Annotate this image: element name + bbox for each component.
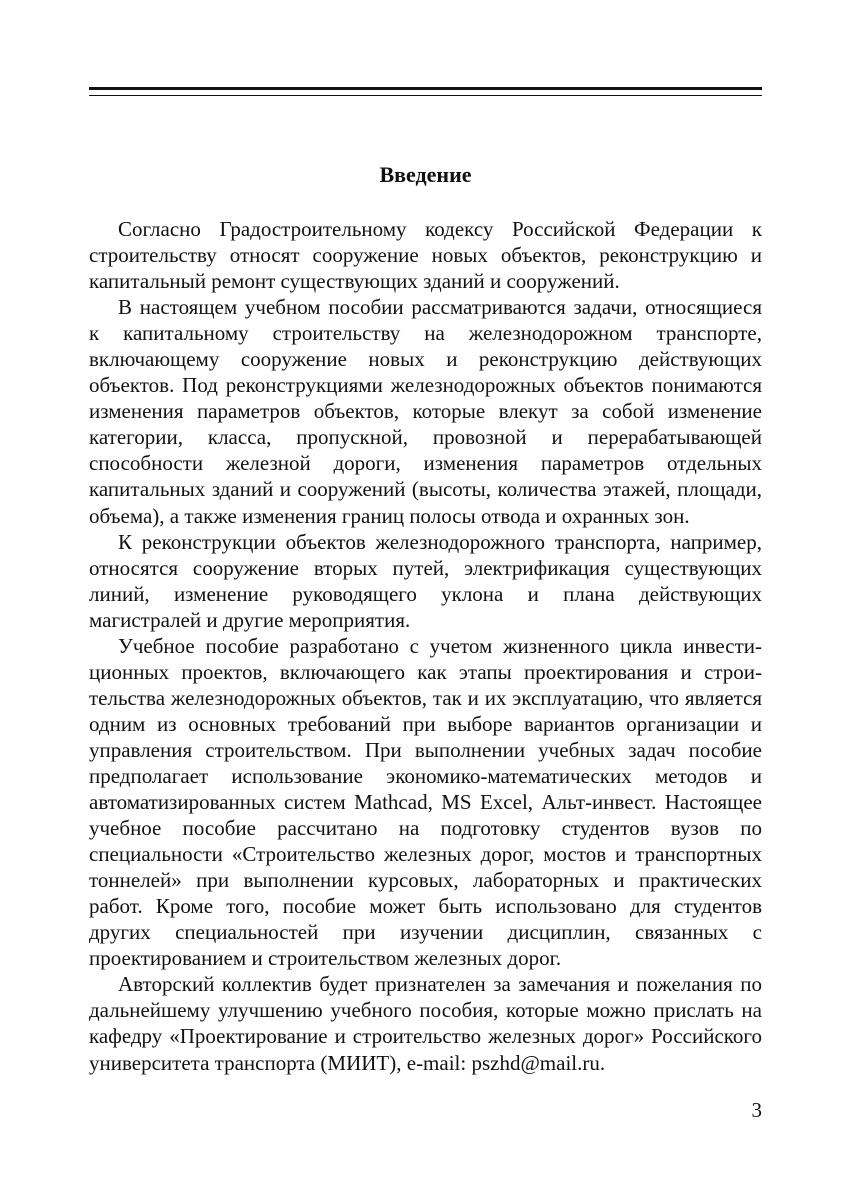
page-number: 3 [751,1098,762,1122]
header-rule-thick [89,87,762,90]
paragraph-3: К реконструкции объектов железнодорожного транспорта, например, относятся сооружение вторых путей, электрификация существующих линий, изменение руководящего уклона и плана действующих магистралей и другие мероприятия. [89,529,762,632]
paragraph-4: Учебное пособие разработано с учетом жизненного цикла инвестиционных проектов, включающего как этапы проектирования и строительства железнодорожных объектов, так и их эксплуатацию, что является одним из основных требований при выборе вариантов организации и управления строительством. При выполнении учебных задач пособие предполагает использование экономико-математических методов и автоматизированных систем Mathcad, MS Excel, Альт-инвест. Настоящее учебное пособие рассчитано на подготовку студентов вузов по специальности «Строительство железных дорог, мостов и транспортных тоннелей» при выполнении курсовых, лабораторных и практических работ. Кроме того, пособие может быть использовано для студентов других специальностей при изучении дисциплин, связанных с проектированием и строительством железных дорог. [89,633,762,971]
paragraph-1: Согласно Градостроительному кодексу Российской Федерации к строительству относят сооружение новых объектов, реконструкцию и капитальный ремонт существующих зданий и сооружений. [89,217,762,294]
paragraph-2: В настоящем учебном пособии рассматриваются задачи, относящиеся к капитальному строительству на железнодорожном транспорте, включающему сооружение новых и реконструкцию действующих объектов. Под реконструкциями железнодорожных объектов понимаются изменения параметров объектов, которые влекут за собой изменение категории, класса, пропускной, провозной и перерабатывающей способности железной дороги, изменения параметров отдельных капитальных зданий и сооружений (высоты, количества этажей, площади, объема), а также изменения границ полосы отвода и охранных зон. [89,295,762,528]
paragraph-5: Авторский коллектив будет признателен за замечания и пожелания по дальнейшему улучшению учебного пособия, которые можно прислать на кафедру «Проектирование и строительство железных дорог» Российского университета транспорта (МИИТ), e-mail: pszhd@mail.ru. [89,972,762,1075]
header-rule-thin [89,95,762,96]
section-heading: Введение [379,162,472,187]
body-text [89,216,762,1076]
